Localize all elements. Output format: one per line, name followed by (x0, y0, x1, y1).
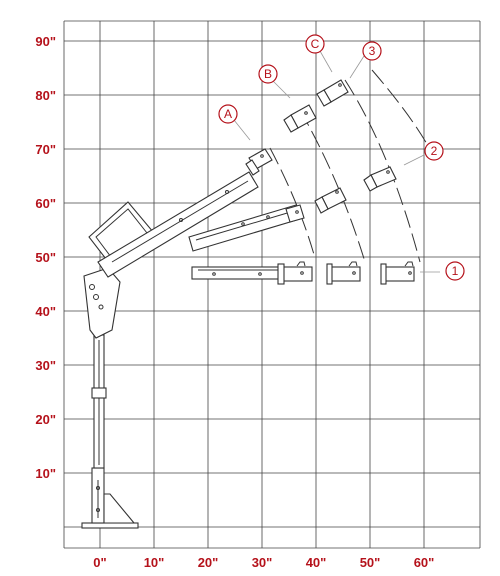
y-tick-label: 60" (35, 196, 56, 211)
x-tick-label: 0" (93, 555, 107, 570)
marker-1 (446, 262, 464, 280)
y-tick-label: 30" (35, 358, 56, 373)
y-tick-label: 40" (35, 304, 56, 319)
marker-c (306, 35, 324, 53)
x-tick-label: 20" (197, 555, 219, 570)
x-tick-label: 60" (413, 555, 435, 570)
y-axis-labels (35, 34, 56, 481)
marker-c-label: C (310, 37, 320, 51)
boom-extension-1a (327, 262, 360, 284)
y-tick-label: 80" (35, 88, 56, 103)
boom-extension-2b (364, 167, 396, 191)
y-tick-label: 50" (35, 250, 56, 265)
boom-extension-c (317, 80, 348, 106)
boom-extension-1b (381, 262, 414, 284)
reach-arcs (270, 70, 433, 262)
mast-base (82, 468, 138, 528)
mast-head (84, 268, 120, 338)
x-tick-label: 30" (251, 555, 273, 570)
marker-b (259, 65, 277, 83)
marker-2-label: 2 (430, 144, 438, 158)
x-axis-labels (93, 555, 434, 570)
marker-3-label: 3 (368, 44, 376, 58)
mast-column (92, 335, 106, 468)
marker-3 (363, 42, 381, 60)
marker-a-label: A (223, 107, 233, 121)
marker-a (219, 105, 237, 123)
y-tick-label: 20" (35, 412, 56, 427)
y-tick-label: 90" (35, 34, 56, 49)
marker-b-label: B (263, 67, 273, 81)
x-tick-label: 40" (305, 555, 327, 570)
marker-1-label: 1 (451, 264, 459, 278)
x-tick-label: 10" (143, 555, 165, 570)
y-tick-label: 70" (35, 142, 56, 157)
boom-extension-2a (315, 188, 346, 213)
boom-extension-a (246, 149, 272, 175)
y-tick-label: 10" (35, 466, 56, 481)
boom-horizontal (192, 262, 312, 284)
grid (64, 21, 480, 548)
x-tick-label: 50" (359, 555, 381, 570)
marker-2 (425, 142, 443, 160)
boom-extension-b (284, 105, 316, 132)
